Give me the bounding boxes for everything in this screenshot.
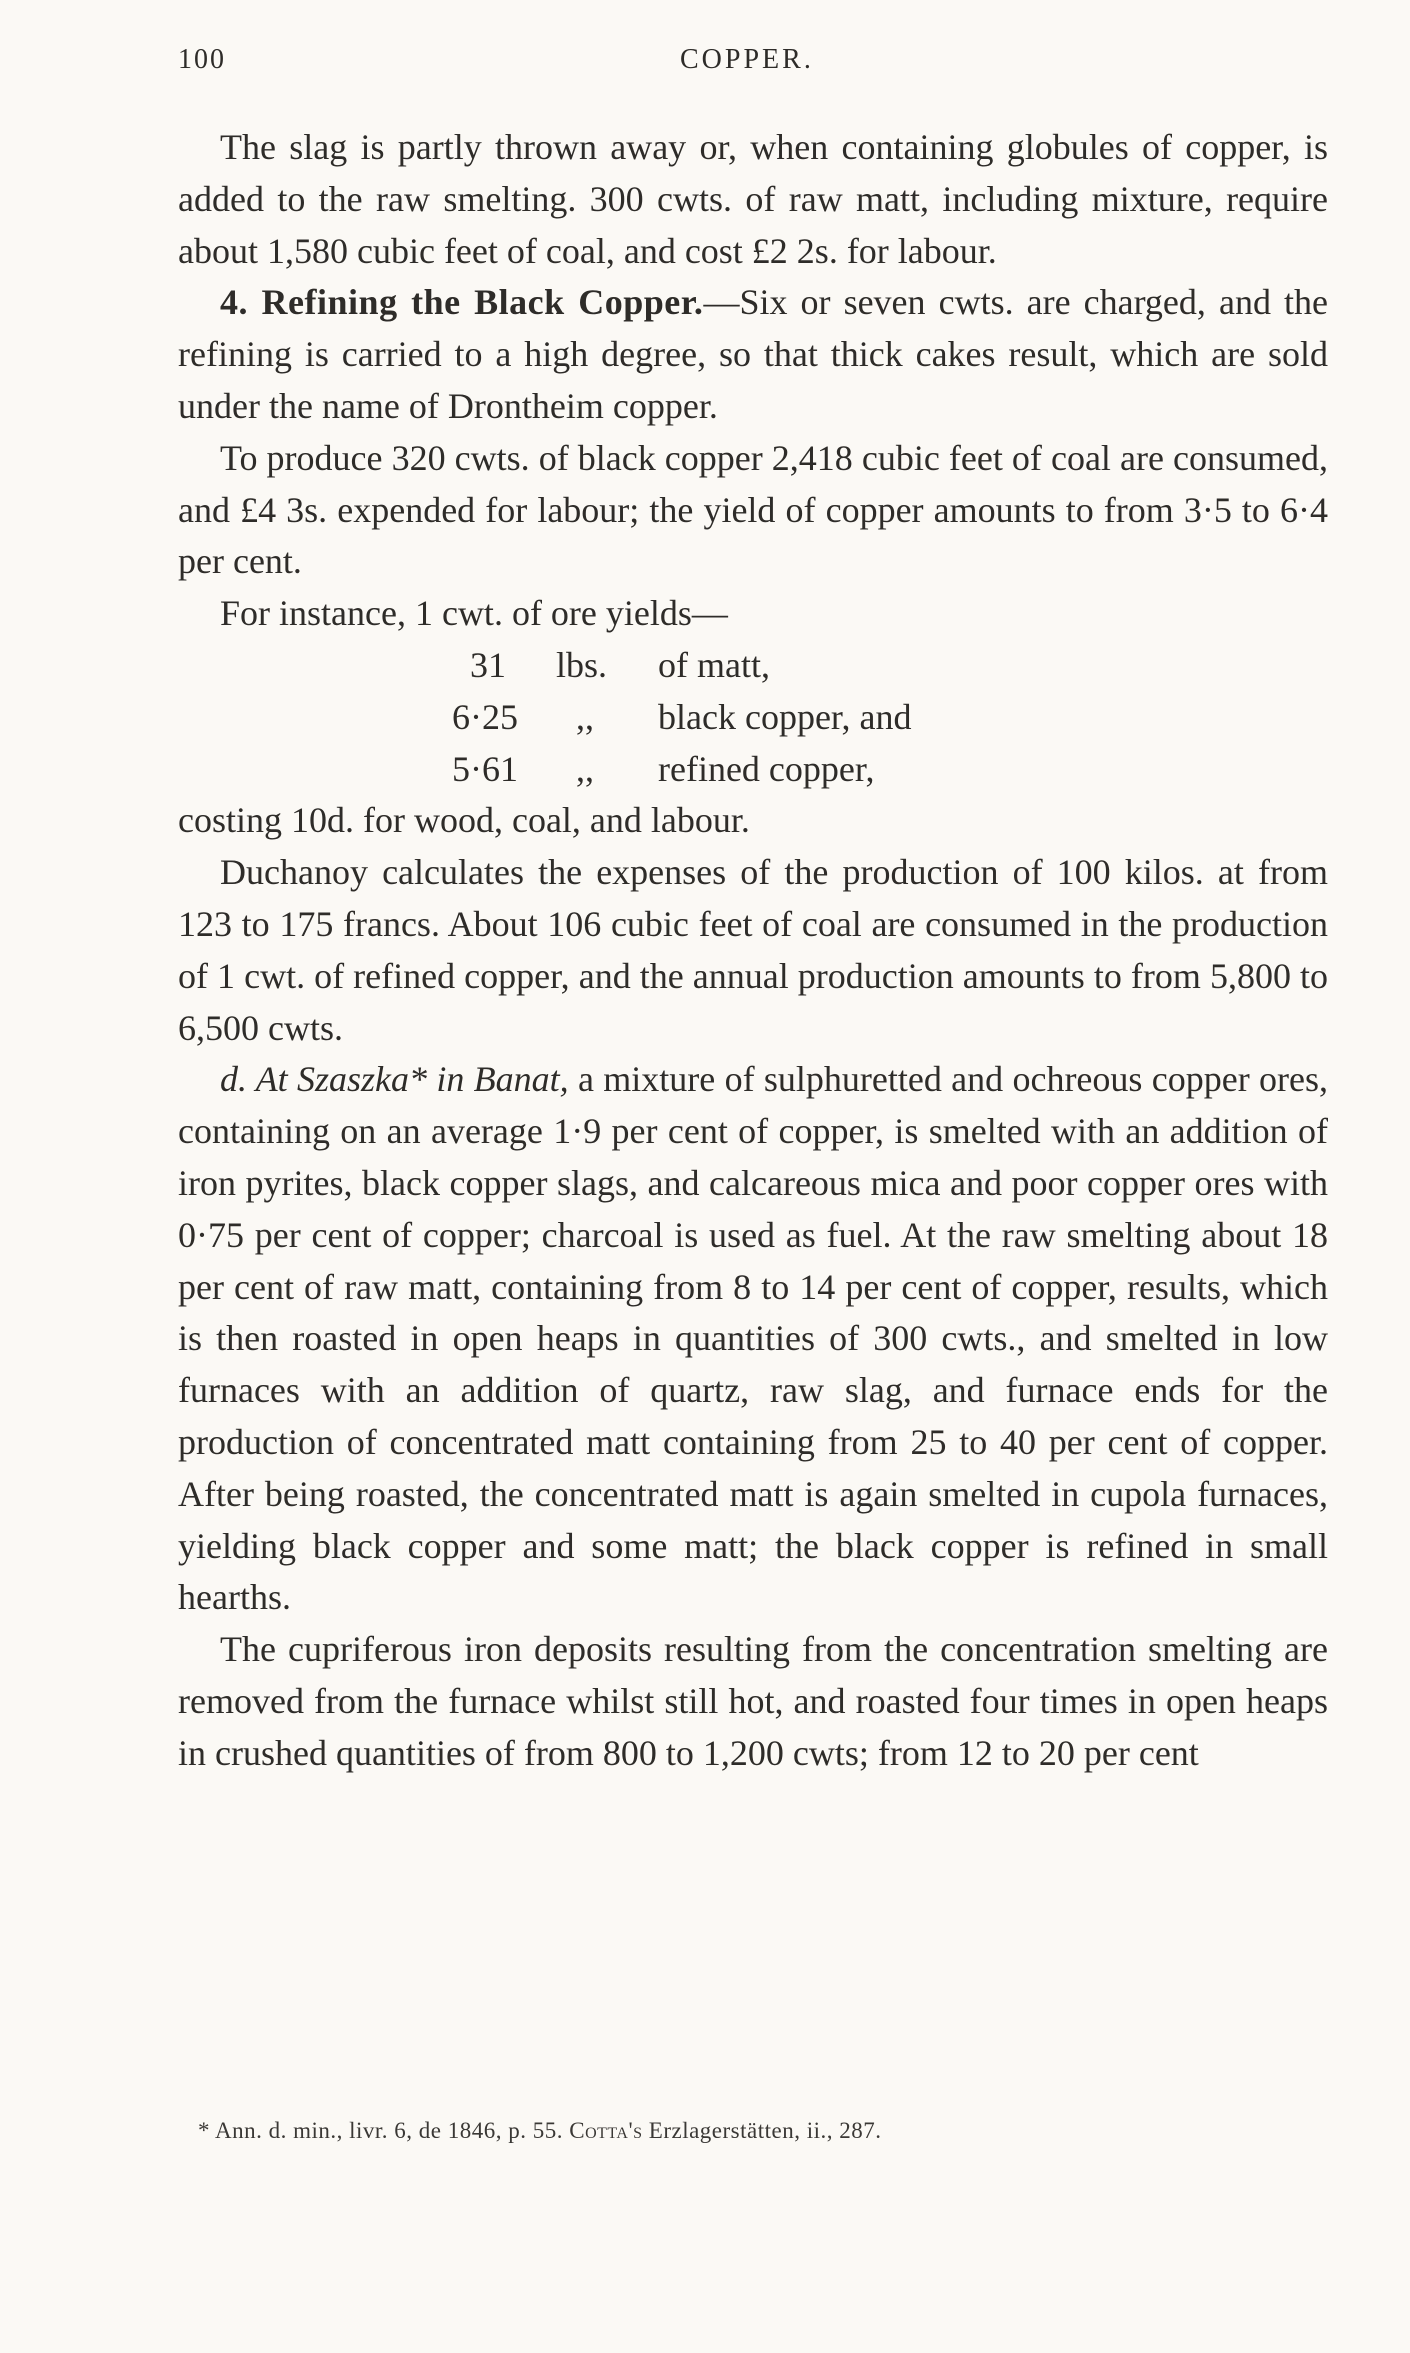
paragraph-szaszka xyxy=(178,1054,1328,1624)
running-head: COPPER. xyxy=(680,44,814,75)
yield-list xyxy=(178,640,1328,795)
yield-row xyxy=(178,640,1328,692)
yield-unit: lbs. xyxy=(556,644,608,685)
footnote-text: Ann. d. min., livr. 6, de 1846, p. 55. xyxy=(214,2118,564,2143)
footnote-author: Cotta's xyxy=(569,2118,643,2143)
paragraph-duchanoy: Duchanoy calculates the expenses of the production of 100 kilos. at from 123 to 175 francs. About 106 cubic feet of coal are consumed in the production of 1 cwt. of refined copper, and the annual production amounts to from 5,800 to 6,500 cwts. xyxy=(178,852,1328,1048)
footnote xyxy=(198,2118,1308,2144)
yield-quantity: 6·25 xyxy=(452,696,518,737)
section-heading-szaszka: d. At Szaszka* in Banat, xyxy=(220,1059,569,1100)
paragraph-refining xyxy=(178,277,1328,432)
paragraph-costing: costing 10d. for wood, coal, and labour. xyxy=(178,800,750,841)
yield-description: of matt, xyxy=(658,644,770,685)
footnote-title: Erzlagerstätten, ii., 287. xyxy=(648,2118,882,2143)
paragraph-refining-body: —Six or seven cwts. are charged, and the refining is carried to a high degree, so that thick cakes result, which are sold under the name of Drontheim copper. xyxy=(178,282,1328,426)
page-header xyxy=(178,44,1328,84)
yield-row xyxy=(178,744,1328,796)
yield-description: black copper, and xyxy=(658,696,912,737)
footnote-marker: * xyxy=(198,2118,210,2143)
paragraph-cupriferous: The cupriferous iron deposits resulting from the concentration smelting are removed from the furnace whilst still hot, and roasted four times in open heaps in crushed quantities of from 800 to 1,200 cwts; from 12 to 20 per cent xyxy=(178,1629,1328,1773)
yield-quantity: 31 xyxy=(470,644,506,685)
yield-unit: ,, xyxy=(576,696,594,737)
yield-description: refined copper, xyxy=(658,748,875,789)
body-text xyxy=(178,122,1328,1780)
yield-row xyxy=(178,692,1328,744)
section-heading-refining: 4. Refining the Black Copper. xyxy=(220,282,704,323)
page-number: 100 xyxy=(178,44,226,75)
yield-unit: ,, xyxy=(576,748,594,789)
yield-quantity: 5·61 xyxy=(452,748,518,789)
paragraph-slag: The slag is partly thrown away or, when containing globules of copper, is added to the raw smelting. 300 cwts. of raw matt, including mixture, require about 1,580 cubic feet of coal, and cost £2 2s. for labour. xyxy=(178,127,1328,271)
paragraph-instance: For instance, 1 cwt. of ore yields— xyxy=(220,593,728,634)
paragraph-szaszka-body: a mixture of sulphuretted and ochreous copper ores, containing on an average 1·9 per cent of copper, is smelted with an addition of iron pyrites, black copper slags, and calcareous mica and poor copper ores with 0·75 per cent of copper; charcoal is used as fuel. At the raw smelting about 18 per cent of raw matt, containing from 8 to 14 per cent of copper, results, which is then roasted in open heaps in quantities of 300 cwts., and smelted in low furnaces with an addition of quartz, raw slag, and furnace ends for the production of concentrated matt containing from 25 to 40 per cent of copper. After being roasted, the concentrated matt is again smelted in cupola furnaces, yielding black copper and some matt; the black copper is refined in small hearths. xyxy=(178,1059,1328,1618)
paragraph-produce: To produce 320 cwts. of black copper 2,418 cubic feet of coal are consumed, and £4 3s. expended for labour; the yield of copper amounts to from 3·5 to 6·4 per cent. xyxy=(178,437,1328,582)
